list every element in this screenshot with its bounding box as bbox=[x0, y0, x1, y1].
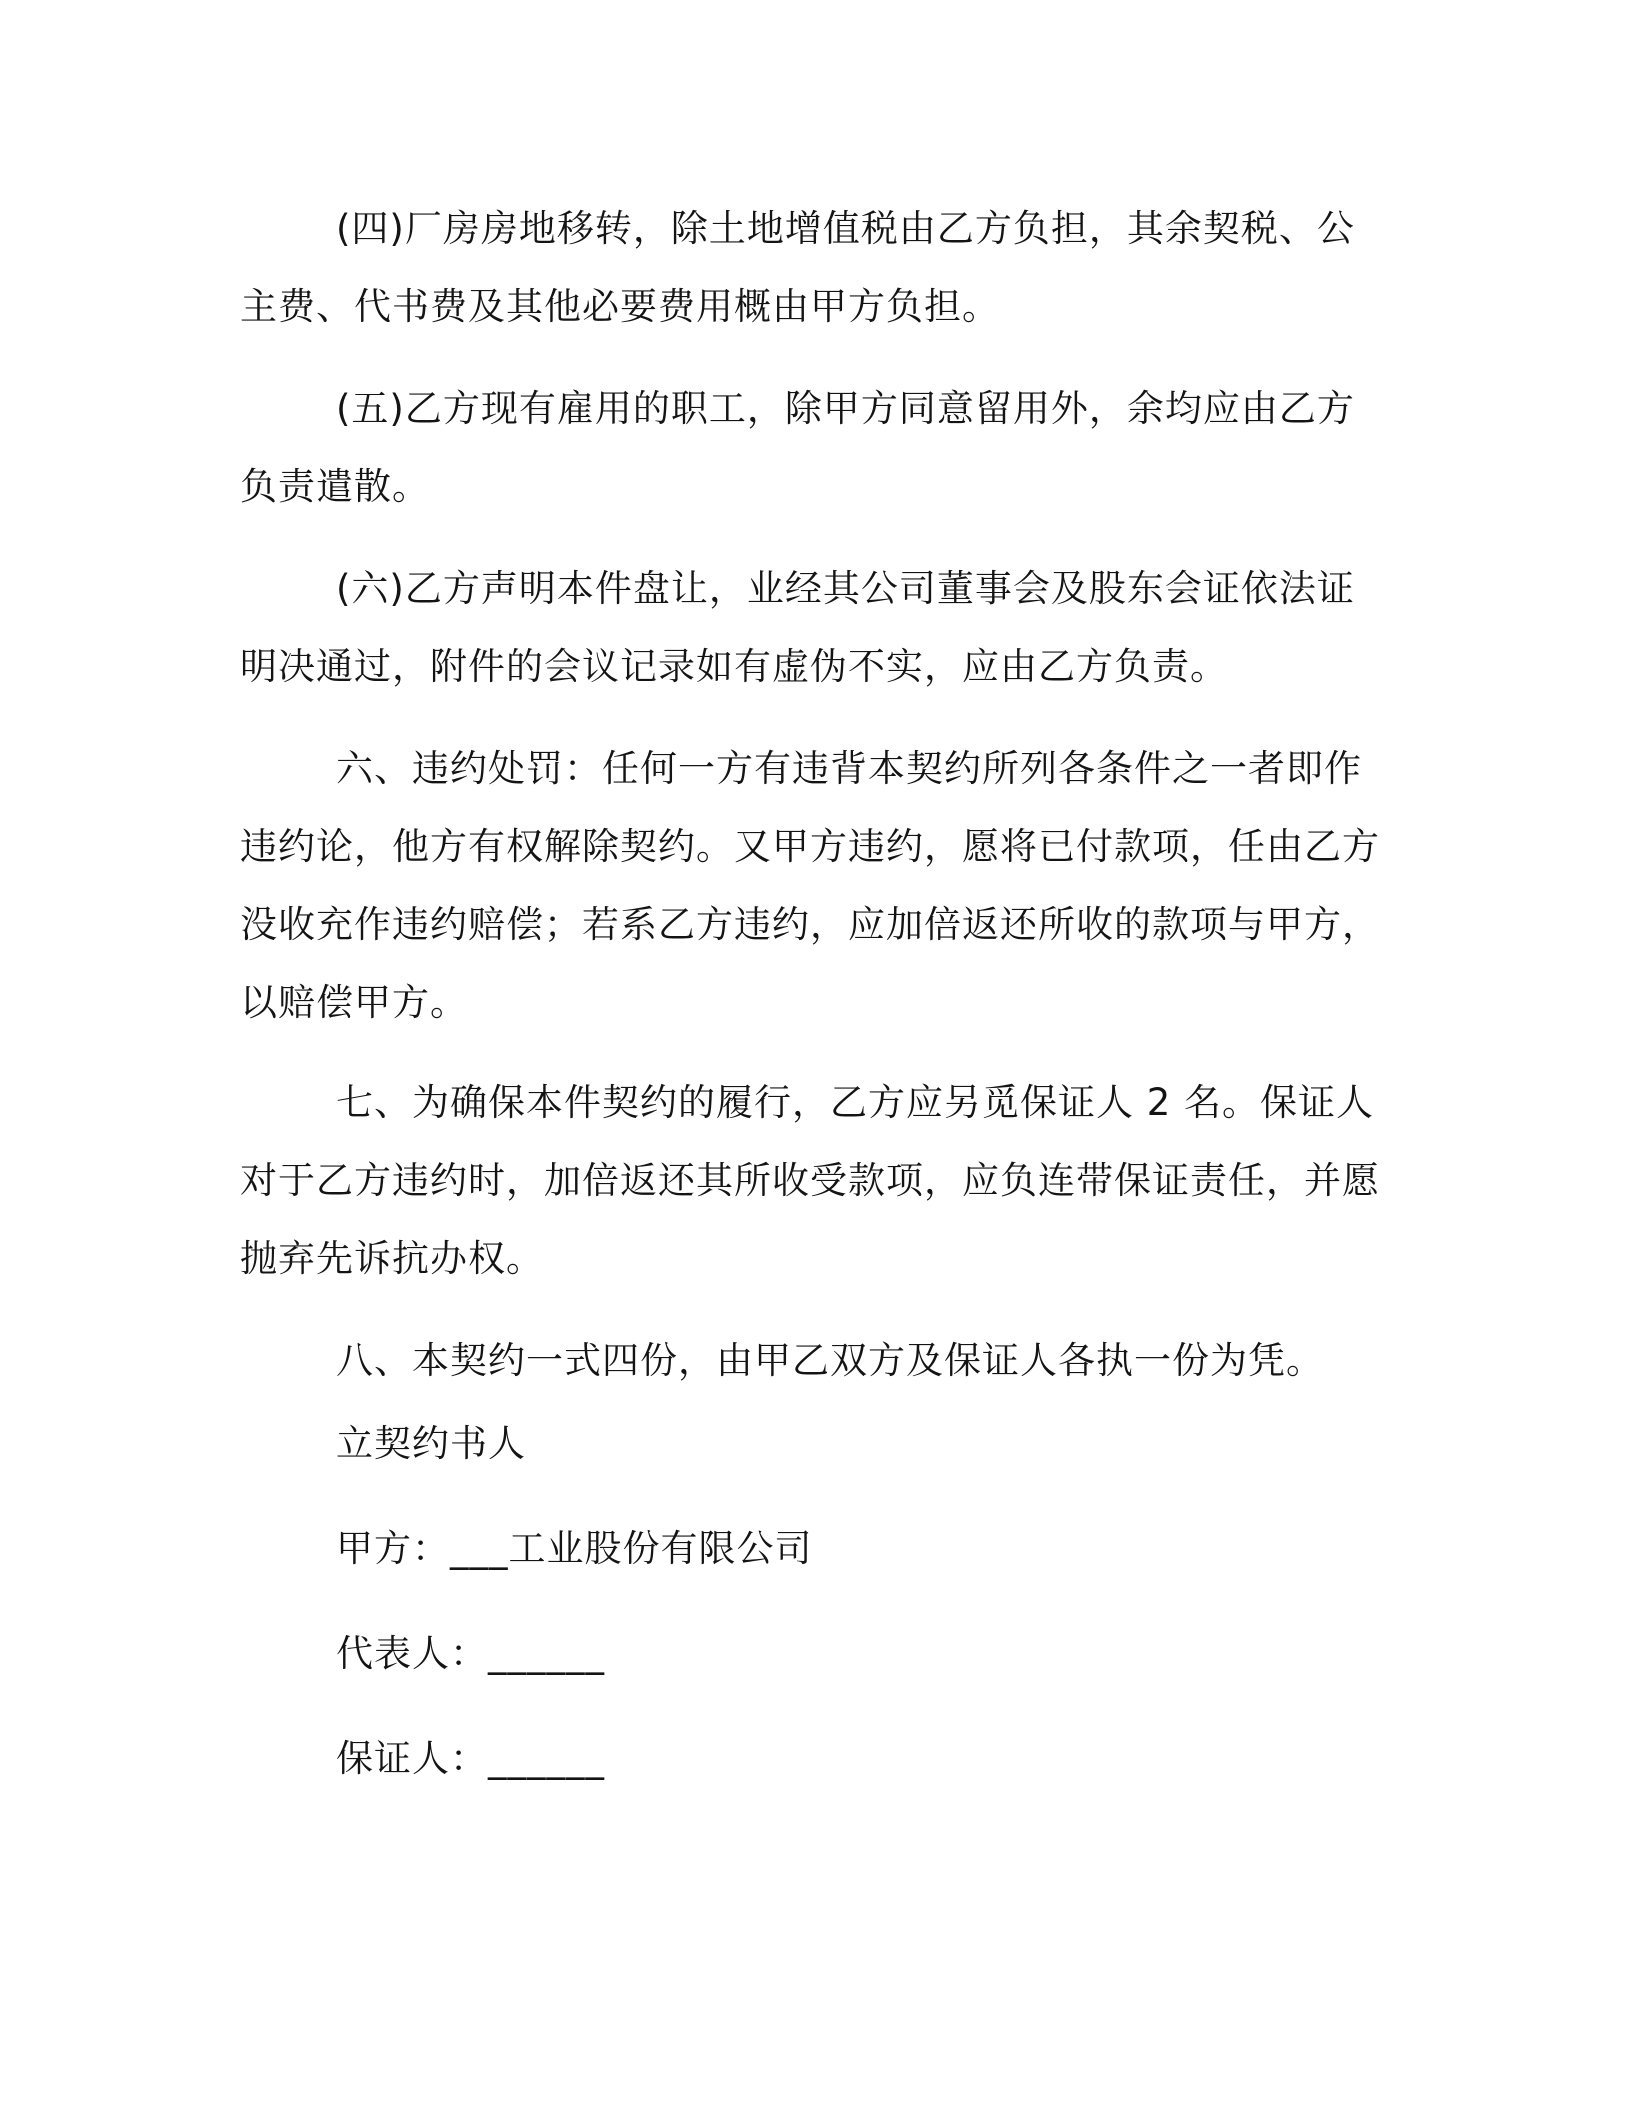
guarantor-line: 保证人：______ bbox=[336, 1737, 605, 1780]
representative-line: 代表人：______ bbox=[336, 1632, 605, 1675]
clause-5: (五)乙方现有雇用的职工，除甲方同意留用外，余均应由乙方负责遣散。 bbox=[240, 387, 1355, 508]
clause-6: (六)乙方声明本件盘让，业经其公司董事会及股东会证依法证明决通过，附件的会议记录如有虚伪不实，应由乙方负责。 bbox=[240, 567, 1355, 688]
copies-clause: 八、本契约一式四份，由甲乙双方及保证人各执一份为凭。 bbox=[336, 1339, 1324, 1382]
party-a-line: 甲方：___工业股份有限公司 bbox=[336, 1527, 813, 1570]
signatories-heading: 立契约书人 bbox=[336, 1422, 526, 1465]
penalty-clause: 六、违约处罚：任何一方有违背本契约所列各条件之一者即作违约论，他方有权解除契约。又甲方违约，愿将已付款项，任由乙方没收充作违约赔偿；若系乙方违约，应加倍返还所收的款项与甲方，以赔偿甲方。 bbox=[240, 747, 1380, 1024]
clause-4: (四)厂房房地移转，除土地增值税由乙方负担，其余契税、公主费、代书费及其他必要费用概由甲方负担。 bbox=[240, 207, 1355, 328]
guarantee-clause: 七、为确保本件契约的履行，乙方应另觅保证人 2 名。保证人对于乙方违约时，加倍返还其所收受款项，应负连带保证责任，并愿抛弃先诉抗办权。 bbox=[240, 1081, 1380, 1280]
